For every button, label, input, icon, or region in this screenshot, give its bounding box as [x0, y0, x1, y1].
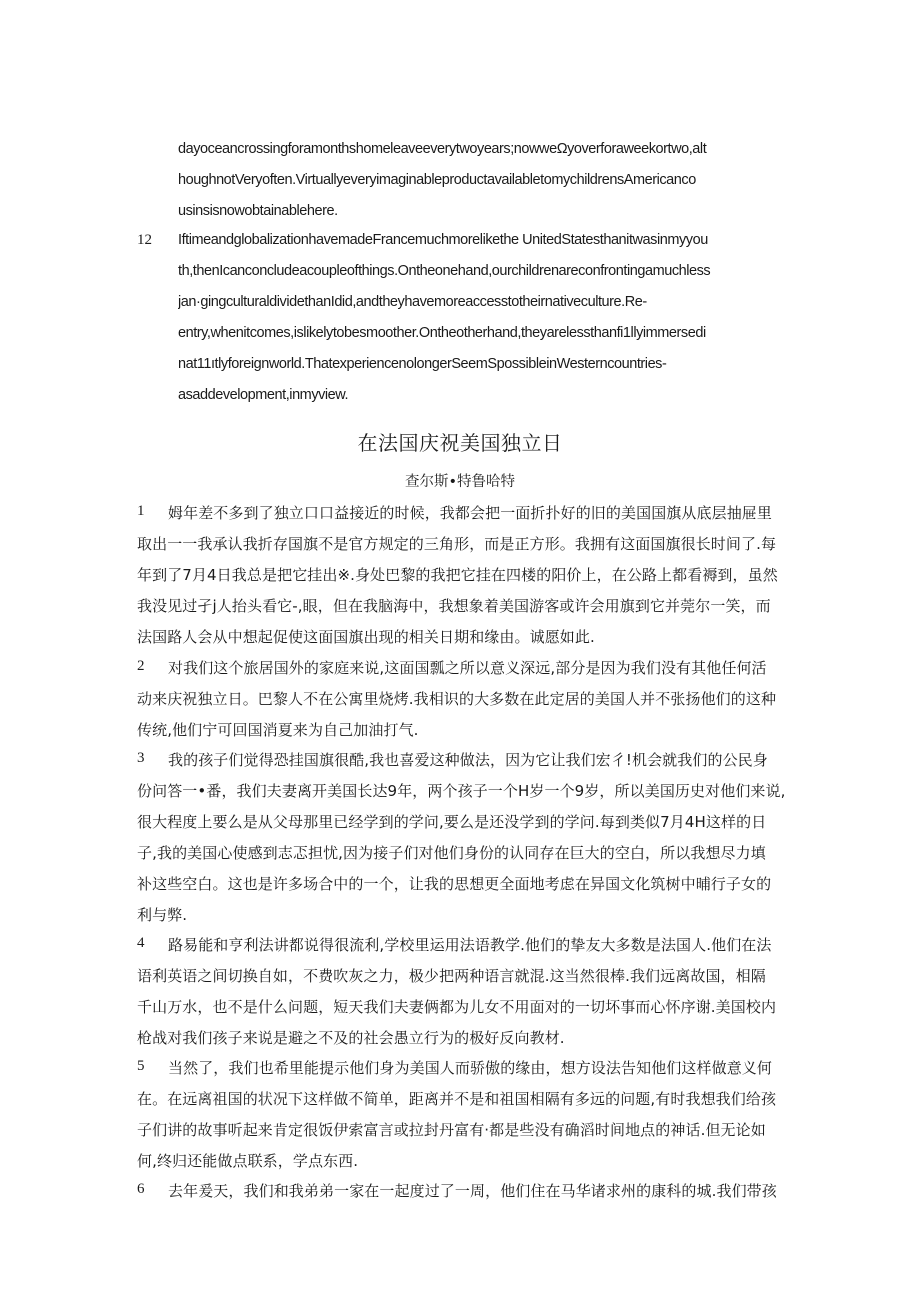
chinese-line: 年到了7月4日我总是把它挂出※.身处巴黎的我把它挂在四楼的阳价上，在公路上都看褥到，虽然	[137, 566, 778, 584]
chinese-line: 份问答一•番，我们夫妻离开美国长达9年，两个孩子一个H岁一个9岁，所以美国历史对他们来说,	[137, 782, 786, 800]
chinese-line: 姆年差不多到了独立口口益接近的时候，我都会把一面折扑好的旧的美国国旗从底层抽屉里	[168, 504, 773, 522]
chinese-line: 语利英语之间切换自如，不费吹灰之力，极少把两种语言就混.这当然很棒.我们远离故国，相隔	[137, 967, 766, 985]
english-line: nat11ıtlyforeignworld.ThatexperiencenolongerSeemSpossibleinWesterncountries-	[178, 356, 667, 372]
paragraph-number: 5	[137, 1058, 145, 1074]
paragraph-number: 3	[137, 750, 145, 766]
chinese-line: 利与弊.	[137, 906, 188, 924]
english-line: jan·gingculturaldividethanIdid,andtheyhavemoreaccesstotheirnativeculture.Re-	[178, 294, 647, 310]
chinese-line: 枪战对我们孩子来说是避之不及的社会愚立行为的极好反向教材.	[137, 1029, 565, 1047]
english-line: th,thenIcanconcludeacoupleofthings.Ontheonehand,ourchildrenareconfrontingamuchless	[178, 263, 711, 279]
chinese-line: 我没见过孑j人抬头看它-,眼，但在我脑海中，我想象着美国游客或许会用旗到它并莞尔一笑，而	[137, 597, 771, 615]
author-name: 查尔斯•特鲁哈特	[404, 474, 516, 490]
chinese-line: 我的孩子们觉得恐挂国旗很酷,我也喜爱这种做法，因为它让我们宏彳!机会就我们的公民身	[168, 751, 768, 769]
chinese-line: 子,我的美国心使感到志忑担忧,因为接子们对他们身份的认同存在巨大的空白，所以我想尽力填	[137, 844, 766, 862]
paragraph-number: 4	[137, 935, 145, 951]
chinese-line: 很大程度上要么是从父母那里已经学到的学问,要么是还没学到的学问.每到类似7月4H这样的日	[137, 813, 767, 831]
chinese-line: 在。在远离祖国的状况下这样做不简单，距离并不是和祖国相隔有多远的问题,有时我想我们给孩	[137, 1090, 777, 1108]
chinese-line: 何,终归还能做点联系，学点东西.	[137, 1152, 359, 1170]
chinese-line: 取出一一我承认我折存国旗不是官方规定的三角形，而是正方形。我拥有这面国旗很长时间了.每	[137, 535, 777, 553]
english-line: usinsisnowobtainablehere.	[178, 203, 338, 219]
paragraph-number: 12	[137, 232, 152, 248]
english-line: asaddevelopment,inmyview.	[178, 387, 349, 403]
chinese-line: 法国路人会从中想起促使这面国旗出现的相关日期和缘由。诚愿如此.	[137, 628, 595, 646]
chinese-line: 去年爰天，我们和我弟弟一家在一起度过了一周，他们住在马华诸求州的康科的城.我们带孩	[168, 1182, 777, 1200]
english-line: IftimeandglobalizationhavemadeFrancemuchmorelikethe UnitedStatesthanitwasinmyyou	[178, 232, 708, 248]
chinese-line: 传统,他们宁可回国消夏来为自己加油打气.	[137, 721, 419, 739]
paragraph-number: 1	[137, 503, 145, 519]
chinese-line: 补这些空白。这也是许多场合中的一个，让我的思想更全面地考虑在异国文化筑树中晡行子女的	[137, 875, 772, 893]
paragraph-number: 2	[137, 658, 145, 674]
chinese-line: 子们讲的故事听起来肯定很饭伊索富言或拉封丹富有·都是些没有确滔时间地点的神话.但无论如	[137, 1121, 766, 1139]
chinese-line: 动来庆祝独立日。巴黎人不在公寓里烧烤.我相识的大多数在此定居的美国人并不张扬他们的这种	[137, 690, 777, 708]
english-line: houghnotVeryoften.VirtuallyeveryimaginableproductavailabletomychildrensAmericanco	[178, 172, 696, 188]
english-line: dayoceancrossingforamonthshomeleaveeverytwoyears;nowweΩyoverforaweekortwo,alt	[178, 141, 707, 157]
page-title: 在法国庆祝美国独立日	[357, 431, 563, 455]
chinese-line: 千山万水，也不是什么问题，短天我们夫妻俩都为儿女不用面对的一切坏事而心怀序谢.美国校内	[137, 998, 777, 1016]
english-line: entry,whenitcomes,islikelytobesmoother.Ontheotherhand,theyarelessthanfi1llyimmersedi	[178, 325, 706, 341]
paragraph-number: 6	[137, 1181, 145, 1197]
chinese-line: 对我们这个旅居国外的家庭来说,这面国瓢之所以意义深远,部分是因为我们没有其他任何活	[168, 659, 767, 677]
chinese-line: 当然了，我们也希里能提示他们身为美国人而骄傲的缘由，想方设法告知他们这样做意义何	[168, 1059, 773, 1077]
chinese-line: 路易能和亨利法讲都说得很流利,学校里运用法语教学.他们的挚友大多数是法国人.他们在法	[168, 936, 772, 954]
